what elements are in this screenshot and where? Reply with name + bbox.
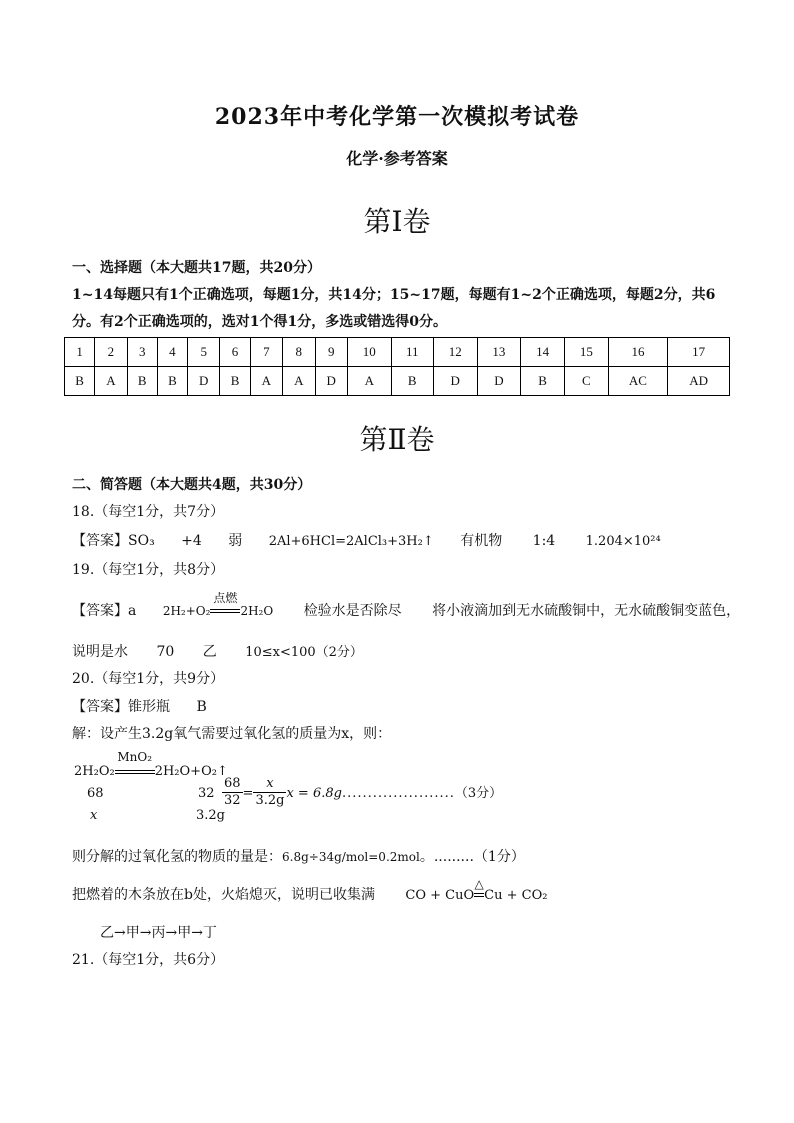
q20-equation xyxy=(74,750,228,779)
question-number-cell: 12 xyxy=(433,338,477,367)
q21-header: 21.（每空1分，共6分） xyxy=(72,952,225,968)
q20-ratio xyxy=(222,776,502,809)
q19-answer-line-2 xyxy=(72,641,363,661)
q19-eq-left: 2H₂+O₂ xyxy=(162,604,211,618)
q20-fraction-2: $\frac{x}{3.2g}$ xyxy=(255,776,285,808)
q19-a3: 检验水是否除尽 xyxy=(303,603,402,619)
volume-1-title: 第Ⅰ卷 xyxy=(363,205,431,238)
answer-cell: B xyxy=(157,367,187,396)
question-number-cell: 3 xyxy=(127,338,157,367)
answer-cell: D xyxy=(433,367,477,396)
question-number-cell: 15 xyxy=(564,338,608,367)
answer-cell: A xyxy=(95,367,127,396)
section-1-title: 一、选择题（本大题共17题，共20分） xyxy=(72,260,321,276)
q19-a6: 乙 xyxy=(202,644,217,660)
q19-eq-arrow xyxy=(210,591,240,619)
answer-cell: AD xyxy=(668,367,730,396)
answer-label: 【答案】 xyxy=(72,533,128,549)
q20-order: 乙→甲→丙→甲→丁 xyxy=(100,925,217,941)
q20-dots-2: 。......... xyxy=(419,849,474,865)
question-number-cell: 8 xyxy=(283,338,315,367)
q19-a4-cont: 说明是水 xyxy=(72,644,128,660)
q20-mol-calc: 6.8g÷34g/mol=0.2mol xyxy=(282,850,420,864)
q20-mass-right: 32 xyxy=(198,786,215,801)
question-number-cell: 2 xyxy=(95,338,127,367)
q19-a4: 将小液滴加到无水硫酸铜中，无水硫酸铜变蓝色， xyxy=(432,603,741,619)
answer-cell: A xyxy=(347,367,391,396)
answer-label: 【答案】 xyxy=(72,603,128,619)
q18-answer-line xyxy=(72,530,661,550)
q18-a7: 1.204×10²⁴ xyxy=(585,534,661,549)
question-number-cell: 7 xyxy=(250,338,282,367)
q19-answer-line xyxy=(72,591,741,620)
q20-eq-right: 2H₂O+O₂↑ xyxy=(154,764,228,779)
answer-cell: D xyxy=(315,367,347,396)
q20-check-text: 把燃着的木条放在b处，火焰熄灭，说明已收集满 xyxy=(72,887,375,903)
q20-fraction-1: $\frac{68}{32}$ xyxy=(224,776,241,808)
section-1-instructions-1: 1~14每题只有1个正确选项，每题1分，共14分；15~17题，每题有1~2个正确选项，每题2分，共6 xyxy=(72,287,716,303)
answer-cell: D xyxy=(477,367,521,396)
q20-mol-line xyxy=(72,846,525,866)
answer-cell: B xyxy=(65,367,95,396)
question-number-cell: 4 xyxy=(157,338,187,367)
q20-var-left: x xyxy=(90,808,98,823)
answer-cell: A xyxy=(283,367,315,396)
question-number-cell: 13 xyxy=(477,338,521,367)
question-number-cell: 16 xyxy=(608,338,668,367)
q20-eq-left: 2H₂O₂ xyxy=(74,764,115,779)
answer-cell: C xyxy=(564,367,608,396)
q18-a3: 弱 xyxy=(228,533,243,549)
q20-eq3-arrow xyxy=(474,877,484,903)
q20-check-line xyxy=(72,877,548,904)
q20-mol-text: 则分解的过氧化氢的物质的量是： xyxy=(72,849,282,865)
q18-a2: +4 xyxy=(181,533,202,549)
question-number-cell: 10 xyxy=(347,338,391,367)
q20-a1: 锥形瓶 xyxy=(128,699,170,715)
q19-eq-condition: 点燃 xyxy=(213,591,238,605)
answer-cell: A xyxy=(250,367,282,396)
answer-table-answer-row xyxy=(65,367,730,396)
q19-a1: a xyxy=(128,603,137,619)
question-number-cell: 11 xyxy=(391,338,433,367)
question-number-cell: 14 xyxy=(521,338,565,367)
q18-a4: 2Al+6HCl=2AlCl₃+3H₂↑ xyxy=(268,534,434,549)
question-number-cell: 1 xyxy=(65,338,95,367)
q20-result: x = 6.8g xyxy=(286,786,342,801)
q20-eq-arrow xyxy=(115,750,155,779)
question-number-cell: 6 xyxy=(220,338,250,367)
q20-var-right: 3.2g xyxy=(196,808,225,823)
answer-cell: AC xyxy=(608,367,668,396)
answer-cell: D xyxy=(188,367,220,396)
answer-table-number-row xyxy=(65,338,730,367)
question-number-cell: 9 xyxy=(315,338,347,367)
q20-eq3-condition: △ xyxy=(474,877,484,891)
section-2-title: 二、简答题（本大题共4题，共30分） xyxy=(72,477,312,493)
q18-header: 18.（每空1分，共7分） xyxy=(72,504,225,520)
q19-header: 19.（每空1分，共8分） xyxy=(72,562,225,578)
volume-2-title: 第Ⅱ卷 xyxy=(359,423,435,456)
question-number-cell: 5 xyxy=(188,338,220,367)
question-number-cell: 17 xyxy=(668,338,730,367)
q18-a1: SO₃ xyxy=(128,533,155,549)
section-1-instructions-2: 分。有2个正确选项的，选对1个得1分，多选或错选得0分。 xyxy=(72,314,447,330)
q18-a5: 有机物 xyxy=(460,533,503,549)
q19-a7: 10≤x<100（2分） xyxy=(245,645,363,660)
page-title: 2023年中考化学第一次模拟考试卷 xyxy=(214,104,580,130)
answer-label: 【答案】 xyxy=(72,699,128,715)
q20-mass-left: 68 xyxy=(87,786,104,801)
q19-eq-right: 2H₂O xyxy=(240,604,274,618)
q20-answer-line xyxy=(72,696,207,716)
q20-solution-intro: 解：设产生3.2g氧气需要过氧化氢的质量为x，则： xyxy=(72,726,392,742)
q18-a6: 1:4 xyxy=(532,533,556,549)
q20-a2: B xyxy=(196,699,207,715)
answer-cell: B xyxy=(521,367,565,396)
q20-eq3-left: CO + CuO xyxy=(405,888,475,903)
q20-equals: = xyxy=(242,786,254,801)
q20-eq-condition: MnO₂ xyxy=(117,750,153,764)
answer-table xyxy=(64,337,730,396)
q20-score-2: （1分） xyxy=(473,849,525,865)
answer-cell: B xyxy=(391,367,433,396)
answer-cell: B xyxy=(220,367,250,396)
q20-header: 20.（每空1分，共9分） xyxy=(72,671,225,687)
q20-dots-1: ...................... xyxy=(341,786,455,801)
page-subtitle: 化学·参考答案 xyxy=(346,149,448,168)
q19-a5: 70 xyxy=(156,644,175,660)
answer-cell: B xyxy=(127,367,157,396)
q20-eq3-right: Cu + CO₂ xyxy=(484,888,548,903)
q20-score-1: （3分） xyxy=(454,786,503,801)
